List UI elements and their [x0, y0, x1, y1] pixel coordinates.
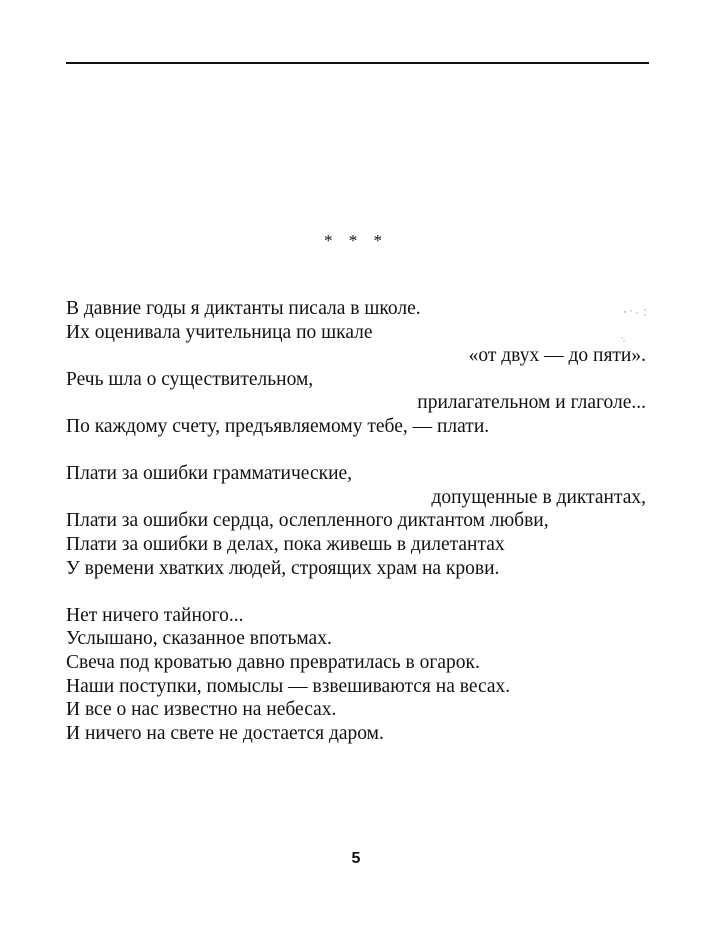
poem-body — [66, 297, 646, 745]
poem-line: Плати за ошибки в делах, пока живешь в дилетантах — [66, 533, 505, 555]
poem-line: Наши поступки, помыслы — взвешиваются на весах. — [66, 675, 511, 697]
poem-line: Свеча под кроватью давно превратилась в огарок. — [66, 651, 480, 673]
asterisk-separator: * * * — [324, 231, 388, 250]
poem-line: допущенные в диктантах, — [431, 486, 646, 508]
print-specks-decoration — [619, 306, 649, 346]
poem-line: У времени хватких людей, строящих храм на крови. — [66, 557, 500, 579]
stanza-gap — [66, 580, 646, 604]
poem-line: прилагательном и глаголе... — [417, 392, 646, 414]
poem-line: Услышано, сказанное впотьмах. — [66, 628, 332, 650]
poem-line: Плати за ошибки грамматические, — [66, 463, 353, 485]
stanza-gap — [66, 439, 646, 463]
poem-line: Плати за ошибки сердца, ослепленного диктантом любви, — [66, 510, 549, 532]
poem-line: По каждому счету, предъявляемому тебе, — плати. — [66, 415, 490, 437]
page-number: 5 — [351, 850, 361, 867]
poem-line: «от двух — до пяти». — [468, 345, 646, 367]
poem-line: Нет ничего тайного... — [66, 604, 244, 626]
poem-line: Речь шла о существительном, — [66, 368, 314, 390]
poem-line: В давние годы я диктанты писала в школе. — [66, 298, 421, 319]
poem-line: И все о нас известно на небесах. — [66, 699, 337, 721]
poem-line: И ничего на свете не достается даром. — [66, 722, 384, 744]
poem-line: Их оценивала учительница по шкале — [66, 321, 373, 343]
top-rule — [66, 62, 649, 64]
